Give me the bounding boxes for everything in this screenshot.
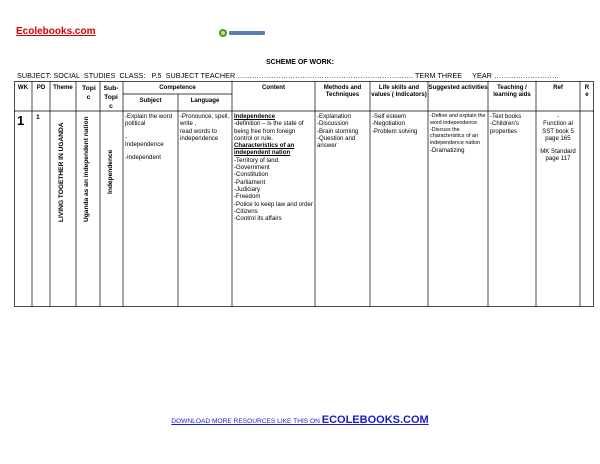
method-item: -Discussion: [317, 120, 349, 128]
teacher-label: SUBJECT TEACHER ……………………………………………………………….: [165, 71, 414, 80]
header-topic: Topi c: [82, 85, 96, 101]
language-competence-line: read words to independence: [180, 127, 219, 142]
life-skill-item: -Problem solving: [372, 127, 418, 135]
content-line: -Citizens: [234, 207, 258, 215]
aid-item: -Children's properties: [490, 120, 519, 135]
activity-item: -Define and explain the word independence.: [430, 113, 486, 126]
method-item: -Explanation: [317, 113, 351, 120]
period-number: 1: [36, 114, 40, 121]
header-life-skills: Life skills and values ( Indicators): [371, 84, 427, 99]
reference-item: MK Standard page 117: [540, 148, 576, 163]
week-number: 1: [17, 113, 25, 128]
content-line: -Police to keep law and order: [234, 200, 313, 208]
header-competence: Competence: [159, 84, 196, 91]
header-theme: Theme: [53, 84, 73, 91]
header-language: Language: [190, 97, 220, 104]
activity-item: -Dramatizing: [430, 146, 465, 154]
content-heading: Independence: [234, 113, 275, 120]
class-value: P.5: [151, 71, 162, 80]
header-pd: PD: [36, 84, 46, 91]
header-subject: Subject: [139, 97, 162, 104]
footer-prefix: DOWNLOAD MORE RESOURCES LIKE THIS ON: [171, 418, 322, 425]
reference-item: -: [556, 113, 560, 120]
header-subtopic: Sub- Topi c: [103, 85, 119, 110]
content-line: -Parliament: [234, 178, 266, 186]
header-activities: Suggested activities: [428, 84, 488, 91]
language-competence-line: -Pronounce, spell, write ,: [180, 113, 230, 128]
method-item: -Question and answer: [317, 134, 356, 150]
footer-download-link[interactable]: [0, 414, 600, 426]
aid-item: -Text books: [490, 113, 522, 120]
content-line: -Freedom: [234, 193, 261, 201]
header-methods: Methods and Techniques: [323, 84, 362, 99]
activities-cell: [430, 113, 487, 154]
year-label: YEAR ………………………: [472, 71, 560, 80]
header-ref: Ref: [553, 84, 563, 91]
content-line: -Judiciary: [234, 185, 261, 193]
term-label: TERM THREE: [414, 71, 463, 80]
theme-text: LIVING TOGETHER IN UGANDA: [58, 122, 65, 222]
header-wk: WK: [17, 84, 29, 91]
class-label: CLASS:: [119, 71, 146, 80]
content-cell: [234, 113, 314, 222]
subject-line: [17, 71, 559, 80]
subject-competence-line: -Explain the word political: [125, 113, 173, 128]
activity-item: -Discuss the characteristics of an independence nation: [430, 126, 481, 147]
method-item: -Brain storming: [317, 127, 359, 135]
subject-competence-line: -Independent: [125, 154, 161, 162]
footer-site: ECOLEBOOKS.COM: [321, 414, 429, 426]
life-skill-item: -Negotiation: [372, 120, 405, 128]
subject-label: SUBJECT: SOCIAL STUDIES: [17, 71, 116, 80]
reference-item: Function al SST book 5 page 165: [542, 120, 574, 142]
reference-cell: [538, 113, 578, 163]
content-line: -definition – is the state of being free from foreign control or rule.: [234, 120, 304, 142]
scheme-table: [14, 81, 594, 307]
page-title: SCHEME OF WORK:: [265, 59, 335, 66]
life-skill-item: -Self esteem: [372, 113, 407, 120]
methods-cell: [317, 113, 369, 149]
subject-competence-line: Independence: [125, 140, 164, 148]
language-competence: [180, 113, 231, 142]
subject-competence: [125, 113, 176, 161]
content-line: -Government: [234, 164, 270, 172]
header-aids: Teaching / learning aids: [493, 84, 531, 99]
content-heading: Characteristics of an independent nation: [234, 142, 295, 157]
aids-cell: [490, 113, 536, 135]
header-content: Content: [261, 84, 285, 91]
subtopic-text: Independence: [107, 149, 114, 194]
header-re: R e: [584, 84, 590, 99]
content-line: -Territory of land.: [234, 156, 280, 164]
brand-link[interactable]: Ecolebooks.com: [16, 26, 96, 37]
content-line: -Control its affairs: [234, 215, 282, 223]
topic-text: Uganda as an independent nation: [83, 116, 90, 222]
content-line: -Constitution: [234, 171, 269, 179]
ecolebooks-logo: [218, 28, 268, 38]
subject-competence-line: -: [125, 133, 128, 141]
life-skills-cell: [372, 113, 426, 135]
